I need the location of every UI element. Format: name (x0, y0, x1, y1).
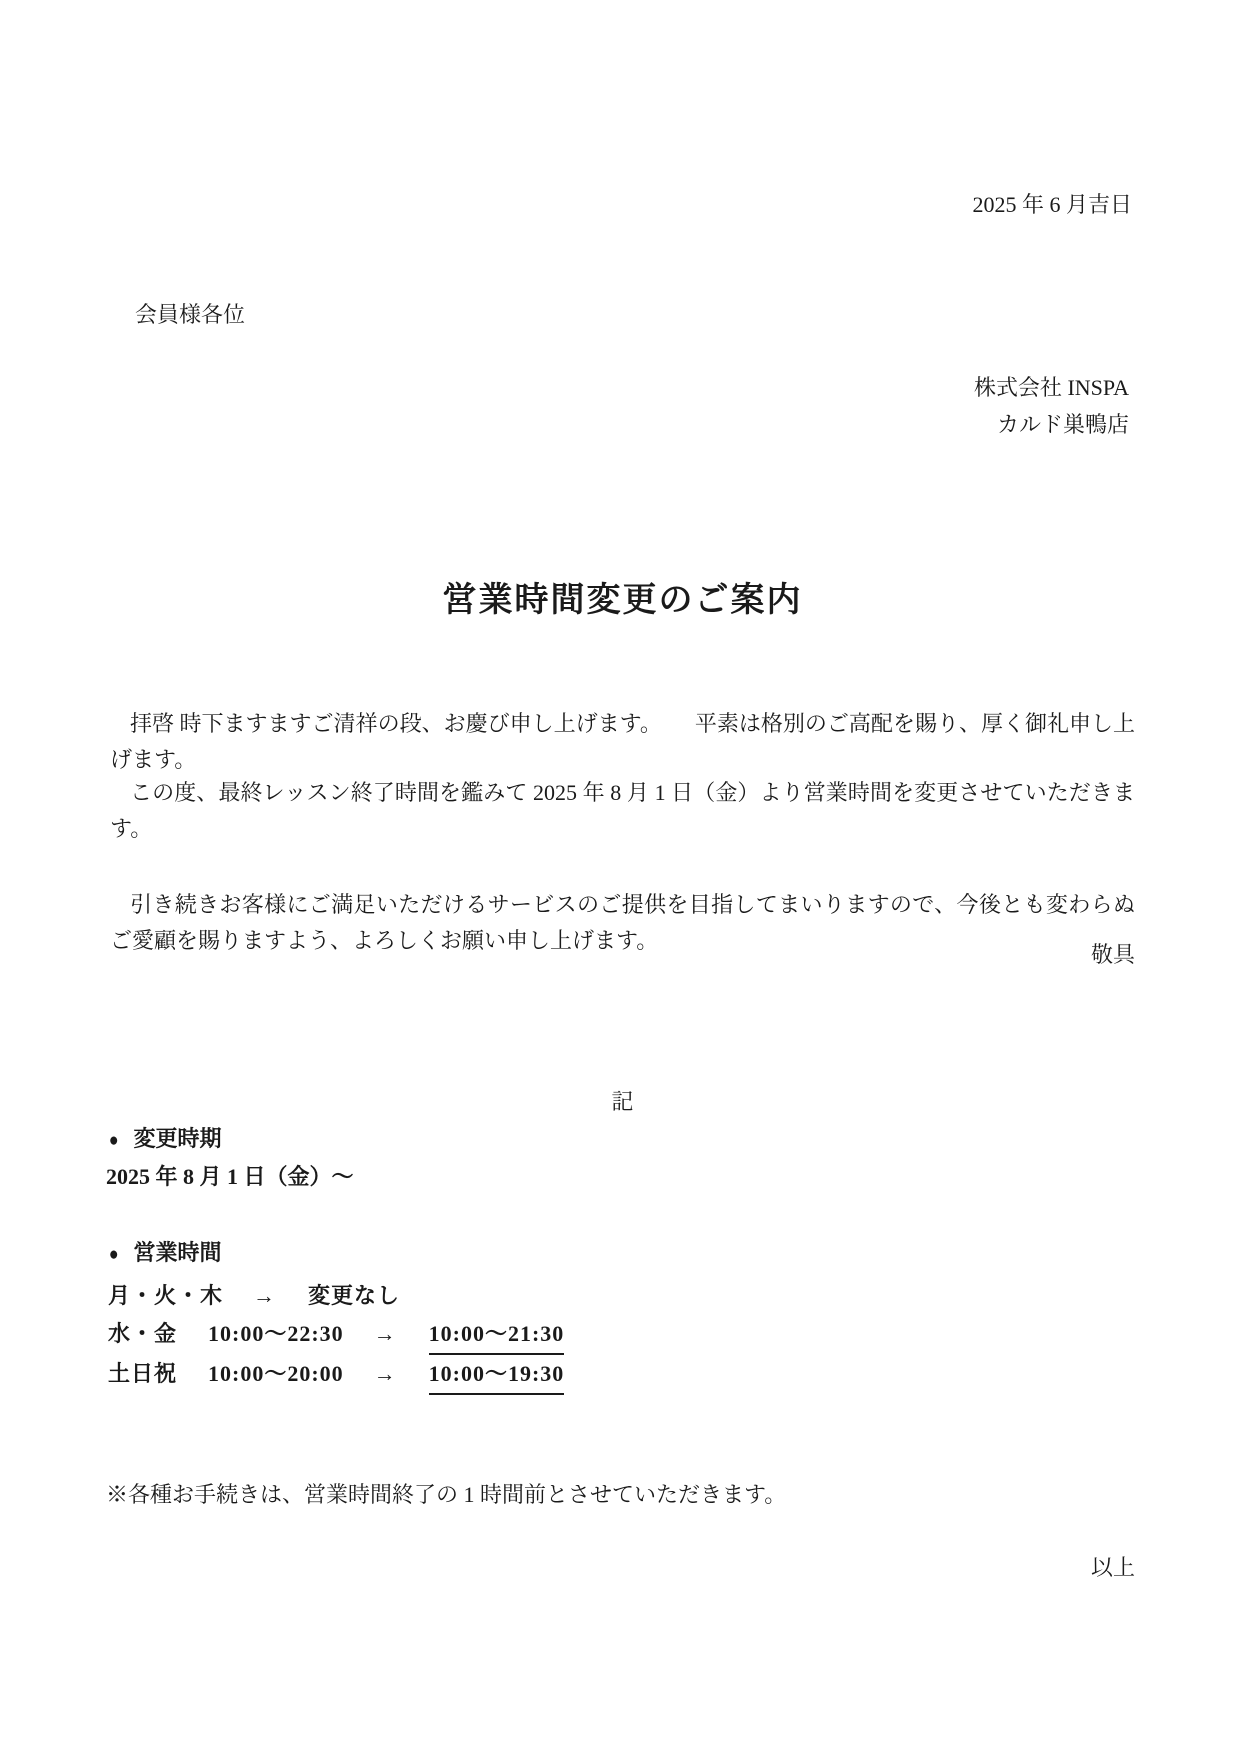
hours-days: 月・火・木 (108, 1283, 224, 1308)
procedure-note: ※各種お手続きは、営業時間終了の 1 時間前とさせていただきます。 (106, 1482, 787, 1507)
hours-row-weekend-holiday (108, 1358, 564, 1395)
greeting-paragraph: 拝啓 時下ますますご清祥の段、お慶び申し上げます。 平素は格別のご高配を賜り、厚く御礼申し上げます。 (110, 711, 1135, 772)
business-hours-heading-label: 営業時間 (133, 1240, 222, 1265)
bullet-icon: ● (108, 1130, 119, 1151)
bullet-icon: ● (108, 1244, 119, 1265)
section-heading-change-period (108, 1124, 222, 1156)
change-period-value: 2025 年 8 月 1 日（金）～ (106, 1164, 354, 1189)
arrow-right-icon: → (373, 1361, 396, 1386)
sender-company: 株式会社 INSPA (973, 375, 1129, 400)
end-marker: 以上 (1090, 1555, 1135, 1580)
page-title: 営業時間変更のご案内 (442, 581, 803, 619)
document-date: 2025 年 6 月吉日 (972, 192, 1132, 217)
hours-old-time: 10:00～20:00 (208, 1361, 344, 1386)
change-period-heading-label: 変更時期 (133, 1126, 222, 1151)
record-marker: 記 (611, 1089, 634, 1114)
hours-days: 水・金 (108, 1321, 178, 1346)
sender-branch: カルド巣鴨店 (996, 412, 1129, 437)
hours-row-wed-fri (108, 1318, 564, 1355)
hours-days: 土日祝 (108, 1361, 178, 1386)
hours-new-time: 10:00～19:30 (429, 1358, 565, 1395)
hours-new-time: 変更なし (308, 1283, 401, 1308)
closing-salutation: 敬具 (1090, 942, 1135, 967)
section-heading-business-hours (108, 1238, 222, 1270)
announcement-paragraph: この度、最終レッスン終了時間を鑑みて 2025 年 8 月 1 日（金）より営業時間を変更させていただきます。 (110, 780, 1135, 841)
closing-paragraph: 引き続きお客様にご満足いただけるサービスのご提供を目指してまいりますので、今後とも変わらぬご愛顧を賜りますよう、よろしくお願い申し上げます。 (110, 892, 1135, 953)
hours-old-time: 10:00～22:30 (208, 1321, 344, 1346)
hours-new-time: 10:00～21:30 (429, 1318, 565, 1355)
recipient: 会員様各位 (135, 302, 246, 327)
arrow-right-icon: → (373, 1321, 396, 1346)
hours-row-mon-tue-thu (108, 1280, 400, 1312)
arrow-right-icon: → (253, 1283, 276, 1308)
